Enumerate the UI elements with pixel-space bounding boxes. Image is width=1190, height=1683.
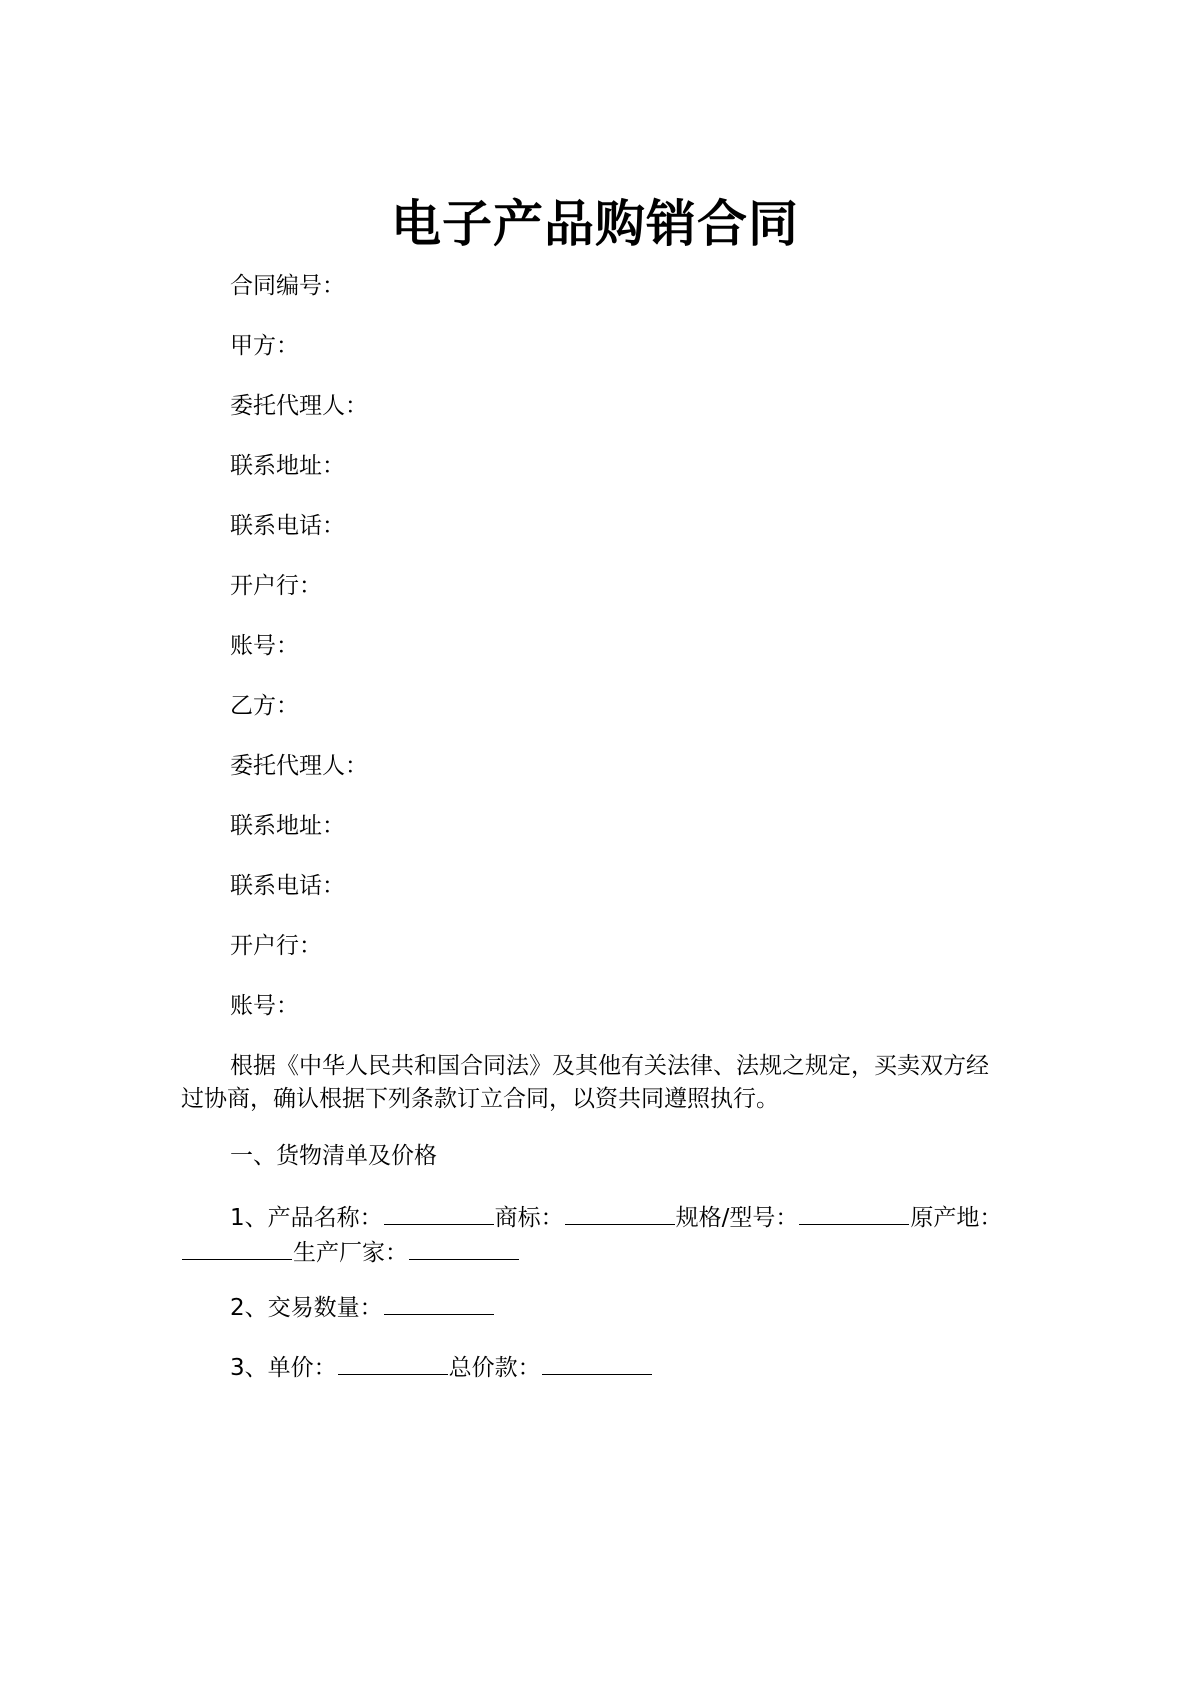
field-party-b-account: 账号：: [230, 993, 299, 1019]
origin-blank[interactable]: [182, 1235, 292, 1260]
field-party-a: 甲方：: [230, 333, 299, 359]
field-party-a-agent: 委托代理人：: [230, 393, 368, 419]
section-heading: 一、货物清单及价格: [230, 1143, 437, 1169]
field-party-b-phone: 联系电话：: [230, 873, 345, 899]
field-party-a-bank: 开户行：: [230, 573, 322, 599]
quantity-blank[interactable]: [384, 1290, 494, 1315]
field-party-a-account: 账号：: [230, 633, 299, 659]
field-party-b-bank: 开户行：: [230, 933, 322, 959]
unit-price-blank[interactable]: [338, 1350, 448, 1375]
trademark-label: 商标：: [494, 1205, 564, 1231]
manufacturer-blank[interactable]: [409, 1235, 519, 1260]
field-party-b-agent: 委托代理人：: [230, 753, 368, 779]
field-party-a-address: 联系地址：: [230, 453, 345, 479]
trademark-blank[interactable]: [565, 1200, 675, 1225]
product-name-label: 1、产品名称：: [230, 1205, 383, 1231]
item-2-line: [230, 1290, 495, 1324]
product-name-blank[interactable]: [384, 1200, 494, 1225]
total-price-blank[interactable]: [542, 1350, 652, 1375]
unit-price-label: 3、单价：: [230, 1355, 337, 1381]
document-title: 电子产品购销合同: [391, 195, 799, 253]
manufacturer-label: 生产厂家：: [293, 1240, 408, 1266]
total-price-label: 总价款：: [448, 1355, 541, 1381]
item-1-line: [181, 1200, 1011, 1270]
field-contract-number: 合同编号：: [230, 273, 345, 299]
origin-label: 原产地：: [910, 1205, 1003, 1231]
field-party-b: 乙方：: [230, 693, 299, 719]
spec-label: 规格/型号：: [675, 1205, 799, 1231]
item-3-line: [230, 1350, 653, 1384]
field-party-b-address: 联系地址：: [230, 813, 345, 839]
spec-blank[interactable]: [799, 1200, 909, 1225]
field-party-a-phone: 联系电话：: [230, 513, 345, 539]
quantity-label: 2、交易数量：: [230, 1295, 383, 1321]
intro-paragraph: 根据《中华人民共和国合同法》及其他有关法律、法规之规定，买卖双方经过协商，确认根据下列条款订立合同，以资共同遵照执行。: [181, 1053, 989, 1112]
